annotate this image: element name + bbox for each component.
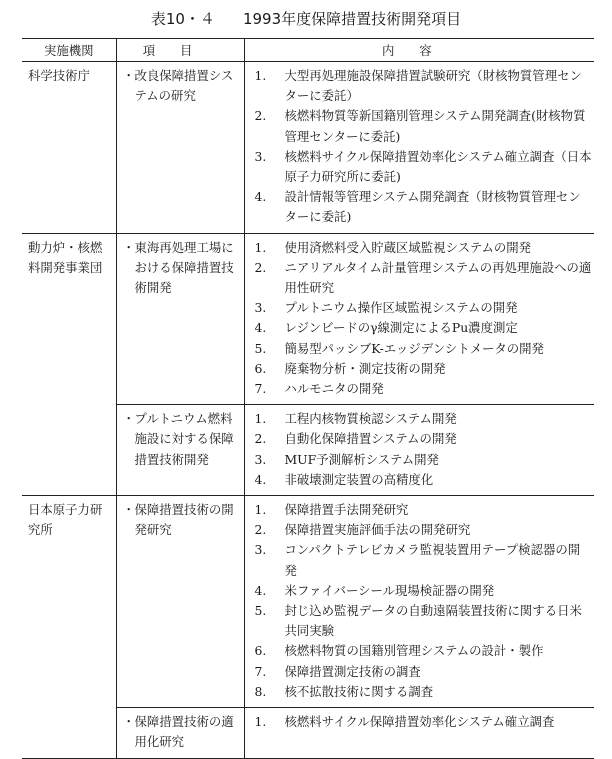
list-item: 7. 保障措置測定技術の調査 [254,663,421,679]
project-text: 東海再処理工場における保障措置技術開発 [134,239,234,296]
table-row [22,708,594,758]
table-number: 表10・４ [150,10,215,28]
project-text: 改良保障措置システムの研究 [134,68,234,104]
header-content: 内容 [244,39,594,62]
table-title [0,8,612,29]
content-cell [244,708,594,758]
content-cell [244,405,594,496]
agency-cell: 日本原子力研究所 [28,502,103,538]
list-item: 4. レジンビードのγ線測定によるPu濃度測定 [254,320,518,336]
project-cell [116,496,244,708]
project-cell [116,405,244,496]
list-item: 2. 保障措置実施評価手法の開発研究 [254,522,471,538]
list-item: 3. 核燃料サイクル保障措置効率化システム確立調査（日本原子力研究所に委託) [254,148,592,185]
project-cell [116,233,244,405]
list-item: 1. 使用済燃料受入貯蔵区域監視システムの開発 [254,239,532,255]
bullet-mark: ・ [122,502,135,518]
safeguards-table [22,38,594,759]
project-cell [116,708,244,758]
header-agency: 実施機関 [22,39,116,62]
content-cell [244,496,594,708]
project-text: プルトニウム燃料施設に対する保障措置技術開発 [134,411,234,467]
list-item: 6. 廃棄物分析・測定技術の開発 [254,360,446,376]
project-text: 保障措置技術の適用化研究 [134,714,234,750]
list-item: 5. 封じ込め監視データの自動遠隔装置技術に関する日米共同実験 [254,603,582,639]
header-project: 項目 [116,39,244,62]
agency-cell [22,405,116,496]
bullet-mark: ・ [122,239,135,255]
list-item: 1. 大型再処理施設保障措置試験研究（財核物質管理センターに委託） [254,68,582,104]
list-item: 3. MUF予測解析システム開発 [254,451,439,467]
agency-cell: 動力炉・核燃料開発事業団 [28,239,103,275]
list-item: 6. 核燃料物質の国籍別管理システムの設計・製作 [254,643,544,659]
content-cell [244,233,594,405]
content-cell [244,62,594,234]
list-item: 2. ニアリアルタイム計量管理システムの再処理施設への適用性研究 [254,259,592,296]
list-item: 4. 設計情報等管理システム開発調査（財核物質管理センターに委託) [254,189,581,225]
list-item: 1. 保障措置手法開発研究 [254,502,409,518]
bullet-mark: ・ [122,714,135,730]
list-item: 8. 核不拡散技術に関する調査 [254,683,434,699]
project-text: 保障措置技術の開発研究 [134,502,234,538]
table-caption: 1993年度保障措置技術開発項目 [242,10,462,28]
list-item: 7. ハルモニタの開発 [254,381,384,397]
header-row [22,39,594,62]
table-row [22,233,594,405]
table-row [22,496,594,708]
list-item: 2. 核燃料物質等新国籍別管理システム開発調査(財核物質管理センターに委託) [254,108,586,144]
list-item: 2. 自動化保障措置システムの開発 [254,431,457,447]
bullet-mark: ・ [122,68,135,83]
list-item: 1. 核燃料サイクル保障措置効率化システム確立調査 [254,714,555,730]
project-cell [116,62,244,234]
list-item: 5. 簡易型パッシブK-エッジデンシトメータの開発 [254,340,544,356]
bullet-mark: ・ [122,411,135,427]
table-row [22,405,594,496]
agency-cell [22,708,116,758]
table-row [22,62,594,234]
agency-cell: 科学技術庁 [22,62,116,234]
list-item: 4. 非破壊測定装置の高精度化 [254,471,434,487]
list-item: 4. 米ファイバーシール現場検証器の開発 [254,582,495,598]
list-item: 1. 工程内核物質検認システム開発 [254,411,457,427]
list-item: 3. プルトニウム操作区域監視システムの開発 [254,300,518,316]
list-item: 3. コンパクトテレビカメラ監視装置用テープ検認器の開発 [254,542,581,578]
